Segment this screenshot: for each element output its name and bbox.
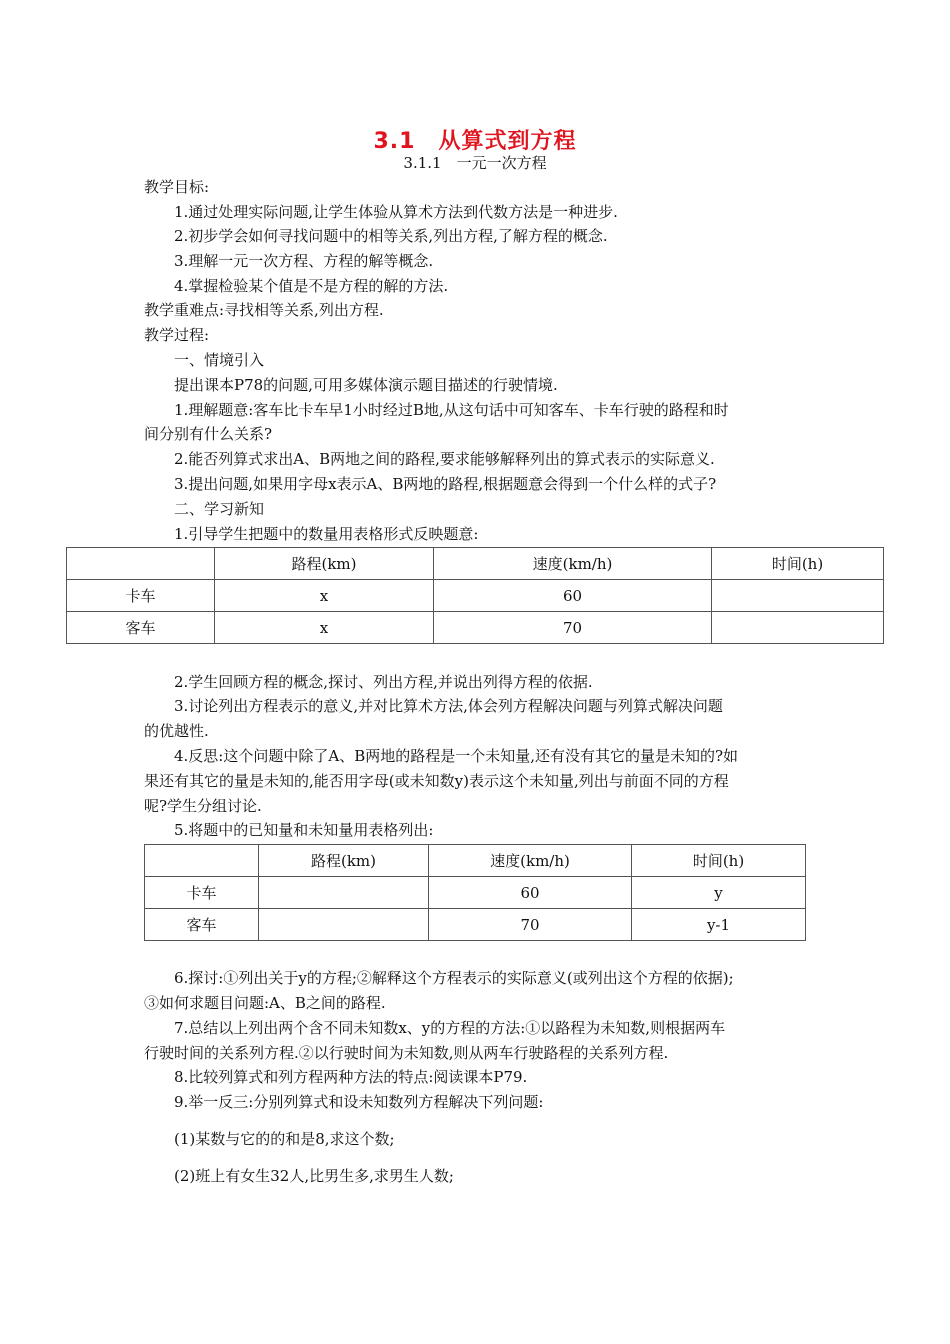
- table-cell: 客车: [67, 612, 215, 644]
- text-line: 3.提出问题,如果用字母x表示A、B两地的路程,根据题意会得到一个什么样的式子?: [174, 475, 717, 493]
- table-cell: [712, 580, 884, 612]
- text-line: 1.理解题意:客车比卡车早1小时经过B地,从这句话中可知客车、卡车行驶的路程和时: [174, 401, 729, 419]
- text-line: 4.反思:这个问题中除了A、B两地的路程是一个未知量,还有没有其它的量是未知的?如: [174, 747, 739, 765]
- data-table-2: [144, 844, 806, 941]
- text-line: 3.讨论列出方程表示的意义,并对比算术方法,体会列方程解决问题与列算式解决问题: [174, 697, 723, 715]
- table-cell: [259, 909, 429, 941]
- table-cell: 时间(h): [712, 548, 884, 580]
- text-line: 呢?学生分组讨论.: [144, 797, 262, 815]
- text-line: 2.能否列算式求出A、B两地之间的路程,要求能够解释列出的算式表示的实际意义.: [174, 450, 715, 468]
- table-cell: x: [215, 580, 434, 612]
- table-header-row: [145, 845, 806, 877]
- table-header-row: [67, 548, 884, 580]
- table-cell: [67, 548, 215, 580]
- text-line: 7.总结以上列出两个含不同未知数x、y的方程的方法:①以路程为未知数,则根据两车: [174, 1019, 726, 1037]
- table-cell: [259, 877, 429, 909]
- text-line: 4.掌握检验某个值是不是方程的解的方法.: [174, 277, 449, 295]
- table-cell: 时间(h): [632, 845, 806, 877]
- table-cell: 路程(km): [215, 548, 434, 580]
- text-line: 2.学生回顾方程的概念,探讨、列出方程,并说出列得方程的依据.: [174, 673, 593, 691]
- text-line: 1.通过处理实际问题,让学生体验从算术方法到代数方法是一种进步.: [174, 203, 618, 221]
- table-cell: 卡车: [145, 877, 259, 909]
- text-line: 教学目标:: [144, 178, 210, 196]
- text-line: (2)班上有女生32人,比男生多,求男生人数;: [174, 1167, 454, 1185]
- text-line: 8.比较列算式和列方程两种方法的特点:阅读课本P79.: [174, 1068, 528, 1086]
- text-line: 5.将题中的已知量和未知量用表格列出:: [174, 821, 434, 839]
- text-line: 6.探讨:①列出关于y的方程;②解释这个方程表示的实际意义(或列出这个方程的依据);: [174, 969, 734, 987]
- table-cell: 60: [434, 580, 712, 612]
- table-cell: 卡车: [67, 580, 215, 612]
- text-line: 3.理解一元一次方程、方程的解等概念.: [174, 252, 434, 270]
- text-line: 教学重难点:寻找相等关系,列出方程.: [144, 301, 384, 319]
- text-line: ③如何求题目问题:A、B之间的路程.: [144, 994, 386, 1012]
- table-cell: [712, 612, 884, 644]
- table-row: [145, 877, 806, 909]
- table-cell: 70: [429, 909, 632, 941]
- page-title: 3.1 从算式到方程: [373, 129, 577, 154]
- text-line: 1.引导学生把题中的数量用表格形式反映题意:: [174, 525, 479, 543]
- text-line: 教学过程:: [144, 326, 210, 344]
- table-cell: 60: [429, 877, 632, 909]
- table-cell: y-1: [632, 909, 806, 941]
- text-line: 二、学习新知: [174, 500, 265, 518]
- data-table-1: [66, 547, 884, 644]
- text-line: 的优越性.: [144, 722, 209, 740]
- section-subtitle: 3.1.1 一元一次方程: [403, 154, 547, 172]
- table-row: [145, 909, 806, 941]
- text-line: 提出课本P78的问题,可用多媒体演示题目描述的行驶情境.: [174, 376, 558, 394]
- table-cell: 路程(km): [259, 845, 429, 877]
- text-line: (1)某数与它的的和是8,求这个数;: [174, 1130, 395, 1148]
- table-row: [67, 580, 884, 612]
- text-line: 一、情境引入: [174, 351, 265, 369]
- table-cell: 70: [434, 612, 712, 644]
- table-cell: [145, 845, 259, 877]
- text-line: 间分别有什么关系?: [144, 425, 273, 443]
- table-cell: 客车: [145, 909, 259, 941]
- table-row: [67, 612, 884, 644]
- table-cell: y: [632, 877, 806, 909]
- table-cell: 速度(km/h): [429, 845, 632, 877]
- table-cell: x: [215, 612, 434, 644]
- text-line: 行驶时间的关系列方程.②以行驶时间为未知数,则从两车行驶路程的关系列方程.: [144, 1044, 669, 1062]
- text-line: 2.初步学会如何寻找问题中的相等关系,列出方程,了解方程的概念.: [174, 227, 608, 245]
- text-line: 9.举一反三:分别列算式和设未知数列方程解决下列问题:: [174, 1093, 544, 1111]
- text-line: 果还有其它的量是未知的,能否用字母(或未知数y)表示这个未知量,列出与前面不同的方程: [144, 772, 729, 790]
- table-cell: 速度(km/h): [434, 548, 712, 580]
